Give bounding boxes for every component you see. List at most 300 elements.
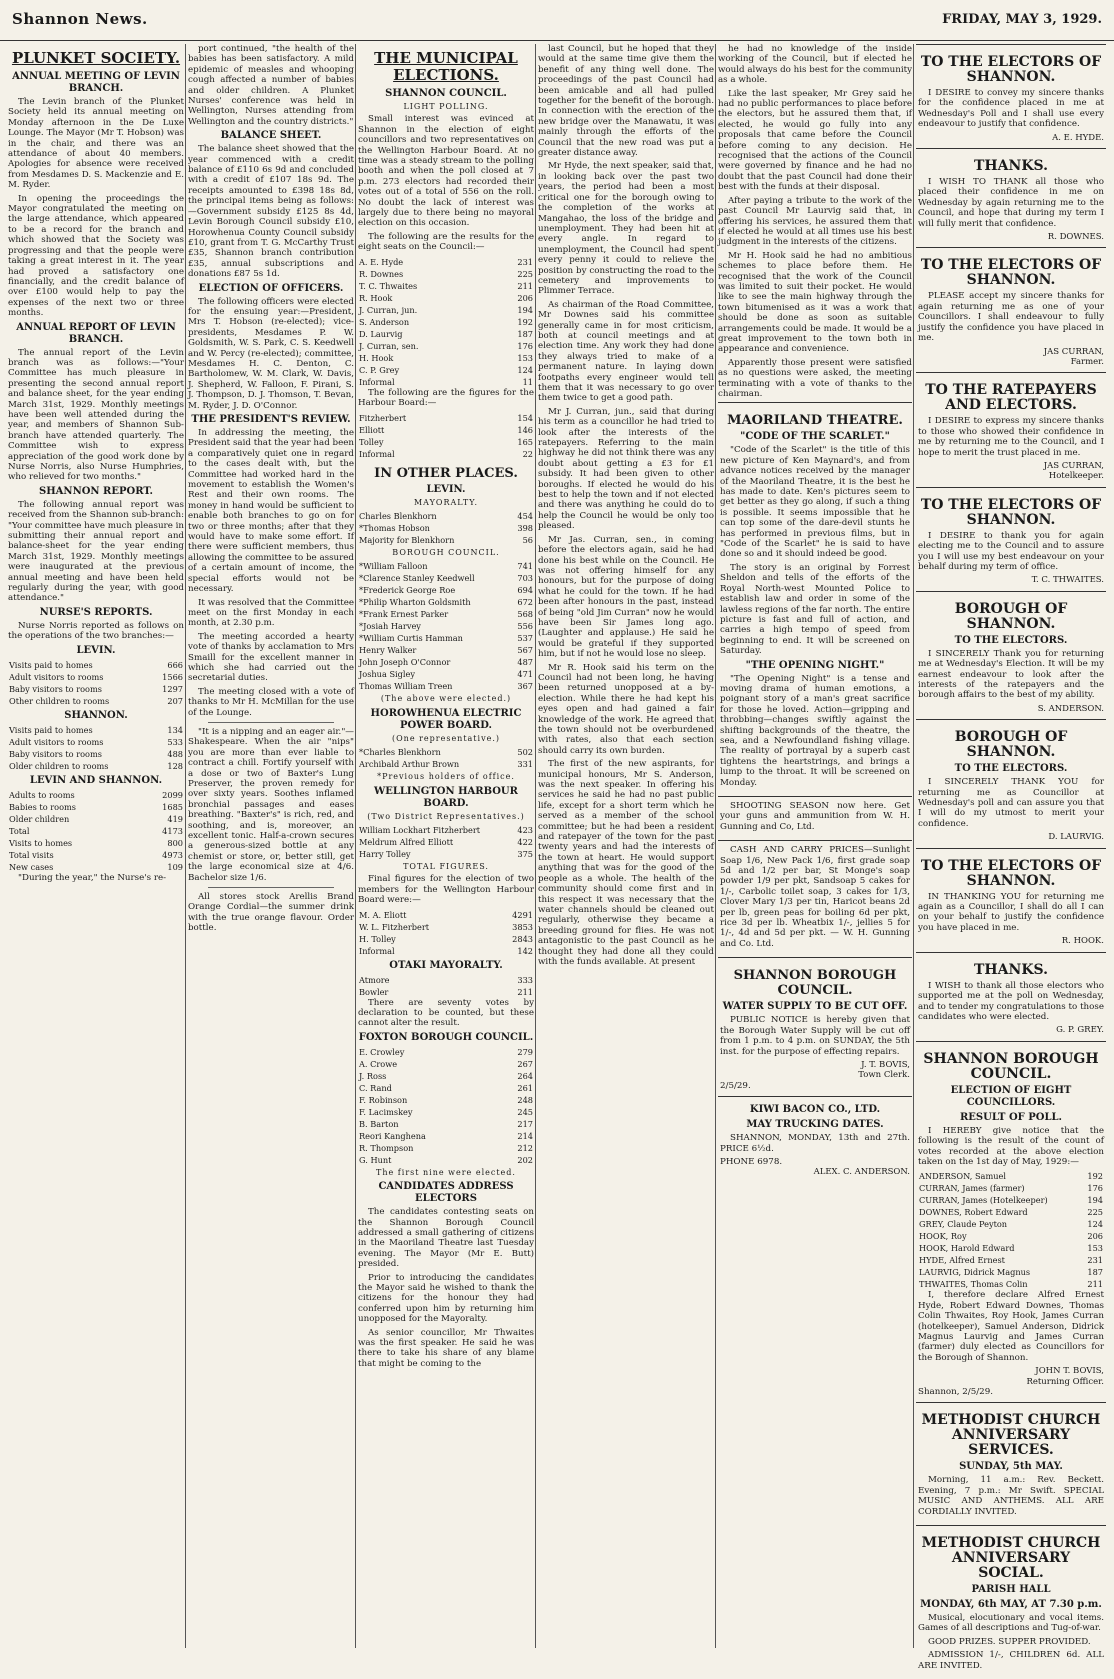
paragraph: "During the year," the Nurse's re-	[18, 872, 167, 883]
results-table	[358, 974, 534, 998]
cell-label: H. Tolley	[359, 933, 396, 944]
cell-label: Adult visitors to rooms	[9, 736, 104, 747]
article-subtitle: ANNUAL MEETING OF LEVIN BRANCH.	[12, 71, 180, 94]
notice-title: BOROUGH OF SHANNON.	[954, 600, 1068, 632]
cell-value: 211	[517, 986, 533, 997]
table-row	[358, 340, 534, 352]
cell-value: 165	[517, 436, 533, 447]
results-table	[358, 746, 534, 770]
paragraph: I SINCERELY THANK YOU for returning me as Councillor at Wednesday's poll and can assure you that I will do my utmost to merit your confidence.	[918, 777, 1104, 829]
cell-value: 422	[517, 836, 533, 847]
cell-value: 153	[517, 352, 533, 363]
table-row	[8, 813, 184, 825]
table-row	[358, 986, 534, 998]
paragraph: PLEASE accept my sincere thanks for again returning me as one of your Councillors. I shall endeavour to fully justify the confidence you have placed in me.	[918, 291, 1104, 344]
note: (One representative.)	[391, 733, 500, 743]
table-row	[8, 789, 184, 801]
cell-value: 419	[167, 813, 183, 824]
issue-date: FRIDAY, MAY 3, 1929.	[942, 12, 1102, 27]
paragraph: The first of the new aspirants, for municipal honours, Mr S. Anderson, was the next speaker. In offering his services he said he had no past public life, except for a short term which he served as a member of the school committee; but he had been a resident and ratepayer of the town for the past twenty years and had the interests of the town at heart. He would support anything that was for the good of the people as a whole. The health of the community should come first and in this respect it was necessary that the water channels should be cleaned out regularly, otherwise they became a breeding ground for flies. He was not antagonistic to the past Council as he thought they had done all they could with the funds available. At present	[538, 759, 714, 967]
section-heading: ANNUAL REPORT OF LEVIN BRANCH.	[16, 321, 176, 345]
cell-value: 488	[167, 748, 183, 759]
classified-ad: SHOOTING SEASON now here. Get your guns and ammunition from W. H. Gunning and Co, Ltd.	[720, 801, 910, 832]
table-row	[358, 1046, 534, 1058]
table-row	[8, 837, 184, 849]
cell-value: 194	[517, 304, 533, 315]
section-heading: FOXTON BOROUGH COUNCIL.	[358, 1031, 534, 1043]
cell-value: 2099	[162, 789, 183, 800]
paragraph: The following are the results for the eight seats on the Council:—	[358, 231, 534, 253]
table-row	[8, 760, 184, 772]
paragraph: The following officers were elected for the ensuing year:—President, Mrs T. Hobson (re-elected); vice-presidents, Mesdames P. W. Goldsmith, W. S. Park, C. S. Keedwell and W. Percy (re-elected); committee, Mesdames H. C. Denton, C. Bartholomew, W. M. Clark, W. Davis, J. Shepherd, W. Falloon, F. Pirani, S. J. Thompson, D. J. Thomson, T. Bevan, M. Ryder, J. D. O'Connor.	[188, 296, 354, 411]
cell-value: 225	[517, 268, 533, 279]
cell-label: Adult visitors to rooms	[9, 671, 104, 682]
cell-value: 2843	[512, 933, 533, 944]
cell-value: 694	[517, 585, 533, 596]
section-heading: LEVIN.	[426, 483, 466, 495]
table-row	[358, 256, 534, 268]
paragraph: ADMISSION 1/-, CHILDREN 6d. ALL ARE INVITED.	[918, 1650, 1104, 1671]
cell-value: 225	[1087, 1207, 1103, 1218]
paragraph: The candidates contesting seats on the Shannon Borough Council addressed a small gathering of citizens in the Maoriland Theatre last Tuesday evening. The Mayor (Mr E. Butt) presided.	[358, 1207, 534, 1270]
table-row	[358, 1142, 534, 1154]
table-row	[358, 1154, 534, 1166]
paragraph: Morning, 11 a.m.: Rev. Beckett. Evening, 7 p.m.: Mr Swift. SPECIAL MUSIC AND ANTHEMS. ALL ARE CORDIALLY INVITED.	[918, 1475, 1104, 1517]
column-4	[538, 44, 714, 1648]
table-row	[918, 1194, 1104, 1206]
notice-title: METHODIST CHURCH ANNIVERSARY SOCIAL.	[921, 1535, 1101, 1582]
cell-label: Visits to homes	[9, 837, 73, 848]
cell-value: 533	[167, 736, 183, 747]
section-title: IN OTHER PLACES.	[374, 465, 518, 481]
table-row	[358, 376, 534, 388]
table-row	[358, 424, 534, 436]
cell-value: 502	[517, 747, 533, 758]
paragraph: I WISH TO THANK all those who placed their confidence in me on Wednesday by again returning me to the Council, and hope that during my term I will fully merit that confidence.	[918, 177, 1104, 229]
table-row	[358, 412, 534, 424]
cell-value: 217	[517, 1118, 533, 1129]
signature: JAS CURRAN,	[1043, 346, 1104, 357]
cell-value: 248	[517, 1094, 533, 1105]
section-heading: ELECTION OF OFFICERS.	[198, 282, 344, 294]
table-row	[358, 364, 534, 376]
table-row	[358, 746, 534, 758]
cell-value: 4973	[162, 849, 183, 860]
cell-label: T. C. Thwaites	[359, 280, 418, 291]
cell-label: A. E. Hyde	[359, 256, 404, 267]
cell-label: *Charles Blenkhorn	[359, 747, 441, 758]
paragraph: Prior to introducing the candidates the Mayor said he wished to thank the citizens for the honour they had conferred upon him by returning him unopposed for the Mayoralty.	[358, 1272, 534, 1325]
table-row	[918, 1254, 1104, 1266]
cell-label: LAURVIG, Didrick Magnus	[919, 1267, 1031, 1278]
advertisement: "It is a nipping and an eager air."—Shakespeare. When the air "nips" you are more than ever liable to contract a chill. Fortify yourself with a dose or two of Baxter's Lung Preserver, the proven remedy for over sixty years. Soothes inflamed bronchial passages and eases breathing. "Baxter's" is rich, red, and soothing, and is, moreover, an excellent tonic. Half-a-crown secures a generous-sized bottle at any chemist or store, or, better still, get the large economical size at 4/6. Bachelor size 1/6.	[188, 726, 354, 883]
paragraph: I DESIRE to thank you for again electing me to the Council and to assure you I will use my best endeavour on your behalf during my term of office.	[918, 530, 1104, 572]
section-heading: NURSE'S REPORTS.	[39, 606, 153, 618]
paragraph: I, therefore declare Alfred Ernest Hyde, Robert Edward Downes, Thomas Colin Thwaites, Roy Hook, James Curran (hotelkeeper), Samuel Anderson, Didrick Magnus Laurvig and James Curran (farmer) duly elected as Councillors for the Borough of Shannon.	[918, 1290, 1104, 1363]
stats-table	[8, 724, 184, 772]
table-row	[358, 304, 534, 316]
table-row	[918, 1170, 1104, 1182]
cell-label: R. Downes	[359, 268, 404, 279]
cell-label: F. Robinson	[359, 1094, 408, 1105]
majority-row: Majority for Blenkhorn 56	[359, 534, 533, 545]
section-heading: WELLINGTON HARBOUR BOARD.	[374, 785, 518, 809]
cell-label: R. Hook	[359, 292, 393, 303]
notice-title: SHANNON BOROUGH COUNCIL.	[733, 968, 897, 999]
cell-label: Harry Tolley	[359, 848, 411, 859]
cell-label: A. Crowe	[359, 1058, 398, 1069]
notice-title: SHANNON BOROUGH COUNCIL.	[923, 1050, 1099, 1082]
notice-subtitle: MONDAY, 6th MAY, AT 7.30 p.m.	[920, 1599, 1102, 1611]
results-table	[358, 256, 534, 388]
notice-subtitle: PARISH HALL	[971, 1584, 1051, 1596]
notice-title: TO THE RATEPAYERS AND ELECTORS.	[925, 382, 1097, 414]
cell-label: J. Curran, jun.	[359, 304, 418, 315]
results-table	[358, 560, 534, 692]
cell-label: HYDE, Alfred Ernest	[919, 1255, 1005, 1266]
note: (Two District Representatives.)	[367, 811, 525, 821]
column-1	[8, 44, 184, 1648]
table-heading: SHANNON.	[64, 709, 128, 721]
table-row	[358, 1070, 534, 1082]
signature: A. E. HYDE.	[1052, 132, 1104, 143]
cell-label: Charles Blenkhorn	[359, 510, 437, 521]
cell-label: Reori Kanghena	[359, 1130, 426, 1141]
note: (The above were elected.)	[380, 694, 512, 704]
table-row	[358, 1118, 534, 1130]
notice-subtitle: RESULT OF POLL.	[959, 1111, 1063, 1123]
cell-label: Total	[9, 825, 30, 836]
signature: R. DOWNES.	[1047, 232, 1104, 243]
cell-value: 231	[1087, 1255, 1103, 1266]
cell-label: E. Crowley	[359, 1046, 405, 1057]
paragraph: The story is an original by Forrest Sheldon and tells of the efforts of the Royal North-west Mounted Police to establish law and order in some of the lawless regions of the far north. The entire picture is fast and full of action, and carries a high tempo of speed from beginning to end. It will be screened on Saturday.	[720, 562, 910, 657]
cell-value: 556	[517, 621, 533, 632]
table-row	[358, 572, 534, 584]
cell-label: Atmore	[359, 974, 390, 985]
signature: G. P. GREY.	[1056, 1025, 1104, 1036]
table-row	[8, 659, 184, 671]
cell-label: W. L. Fitzherbert	[359, 921, 430, 932]
table-row	[8, 825, 184, 837]
section-subheading: TOTAL FIGURES.	[403, 861, 489, 871]
paragraph: Small interest was evinced at Shannon in the election of eight councillors and two representatives on the Wellington Harbour Board. At no time was a steady stream to the polling booth and when the poll closed at 7 p.m. 273 electors had recorded their votes out of a total of 556 on the roll. No doubt the lack of interest was largely due to there being no mayoral election on this occasion.	[358, 114, 534, 229]
cell-label: Older children to rooms	[9, 760, 109, 771]
paragraph: It was resolved that the Committee meet on the first Monday in each month, at 2.30 p.m.	[188, 597, 354, 629]
paragraph: Musical, elocutionary and vocal items. Games of all descriptions and Tug-of-war.	[918, 1613, 1104, 1634]
cell-value: 207	[167, 695, 183, 706]
paragraph: Apparently those present were satisfied as no questions were asked, the meeting terminating with a vote of thanks to the chairman.	[718, 357, 912, 399]
table-row	[918, 1242, 1104, 1254]
cell-value: 666	[167, 659, 183, 670]
table-row	[918, 1182, 1104, 1194]
paragraph: Mr R. Hook said his term on the Council had not been long, he having been returned unopposed at a by-election. While there he had kept his eyes open and had gained a fair knowledge of the work. He agreed that the town should not be overburdened with rates, also that each section should carry its own burden.	[538, 662, 714, 756]
table-row	[8, 683, 184, 695]
paragraph: GOOD PRIZES. SUPPER PROVIDED.	[928, 1636, 1091, 1647]
cell-value: 176	[517, 340, 533, 351]
cell-value: 211	[517, 280, 533, 291]
note: *Previous holders of office.	[377, 772, 515, 782]
cell-value: 1566	[162, 671, 183, 682]
table-row	[358, 608, 534, 620]
paragraph: IN THANKING YOU for returning me again as a Councillor, I shall do all I can on your behalf to justify the confidence you have placed in me.	[918, 891, 1104, 933]
paragraph: Mr Jas. Curran, sen., in coming before the electors again, said he had done his best while on the Council. He was not offering himself for any honours, but for the purpose of doing what he could for the town. If he had been after honours in the past, instead of being "old Jim Curran" now he would have been Sir James long ago. (Laughter and applause.) He said he would be grateful if they supported him, but if not he would lose no sleep.	[538, 534, 714, 660]
cell-label: Joshua Sigley	[359, 669, 416, 680]
paragraph: Nurse Norris reported as follows on the operations of the two branches:—	[8, 620, 184, 642]
cell-value: 4291	[512, 909, 533, 920]
paragraph: After paying a tribute to the work of the past Council Mr Laurvig said that, in offering his services, he assured them that if elected he would at all times use his best judgment in the interests of the citizens.	[718, 195, 912, 248]
cell-value: 176	[1087, 1183, 1103, 1194]
cell-label: *William Curtis Hamman	[359, 633, 463, 644]
paragraph: I WISH to thank all those electors who supported me at the poll on Wednesday, and to tender my congratulations to those candidates who were elected.	[918, 980, 1104, 1022]
table-row	[918, 1230, 1104, 1242]
table-row	[8, 748, 184, 760]
cell-value: 206	[1087, 1231, 1103, 1242]
cell-value: 153	[1087, 1243, 1103, 1254]
table-row	[8, 801, 184, 813]
cell-label: Tolley	[359, 436, 384, 447]
table-row	[358, 644, 534, 656]
paragraph: "The Opening Night" is a tense and moving drama of human emotions, a poignant story of a man's great sacrifice for those he loved. Action—gripping and throbbing—changes swiftly against the shifting backgrounds of the theatre, the sea, and a Newfoundland fishing village. The reality of portrayal by a superb cast tightens the heartstrings, and brings a lump to the throat. It will be screened on Monday.	[720, 673, 910, 788]
cell-label: G. Hunt	[359, 1154, 392, 1165]
notice-title: TO THE ELECTORS OF SHANNON.	[920, 496, 1102, 528]
cell-label: Baby visitors to rooms	[9, 748, 102, 759]
cell-value: 22	[522, 448, 533, 459]
table-row	[358, 352, 534, 364]
table-row	[358, 848, 534, 860]
signature-title: Farmer.	[1070, 356, 1104, 367]
cell-value: 128	[167, 760, 183, 771]
notice-date: 2/5/29.	[720, 1080, 751, 1091]
paragraph: In addressing the meeting, the President said that the year had been a comparatively quiet one in regard to the cases dealt with, but the Committee had worked hard in the movement to establish the Women's Rest and their own rooms. The money in hand would be sufficient to enable both branches to go on for two or three months; after that they would have to make some effort. If there were sufficient members, thus allowing the committee to be assured of a certain amount of income, the special efforts would not be necessary.	[188, 428, 354, 595]
cell-value: 261	[517, 1082, 533, 1093]
signature: JOHN T. BOVIS,	[1035, 1366, 1104, 1377]
notice-title: TO THE ELECTORS OF SHANNON.	[920, 857, 1102, 889]
cell-label: J. Ross	[359, 1070, 387, 1081]
table-row	[358, 436, 534, 448]
table-row	[358, 584, 534, 596]
table-row	[358, 824, 534, 836]
table-row	[358, 1082, 534, 1094]
paragraph: The balance sheet showed that the year commenced with a credit balance of £110 6s 9d and concluded with a credit of £107 18s 9d. The receipts amounted to £398 18s 8d, the principal items being as follows:—Government subsidy £125 8s 4d, Levin Borough Council subsidy £10, Horowhenua County Council subsidy £10, grant from T. G. McCarthy Trust £35, Shannon branch contribution £35, annual subscriptions and donations £87 5s 1d.	[188, 144, 354, 280]
results-table	[358, 1046, 534, 1166]
cell-value: 367	[517, 681, 533, 692]
notice-subtitle: WATER SUPPLY TO BE CUT OFF.	[722, 1001, 908, 1013]
table-row	[358, 268, 534, 280]
notice-title: TO THE ELECTORS OF SHANNON.	[920, 54, 1102, 85]
section-heading: "THE OPENING NIGHT."	[745, 659, 885, 671]
table-row	[358, 1094, 534, 1106]
table-row	[918, 1266, 1104, 1278]
cell-label: HOOK, Roy	[919, 1231, 967, 1242]
table-row	[358, 1130, 534, 1142]
classified-ad: CASH AND CARRY PRICES—Sunlight Soap 1/6, New Pack 1/6, first grade soap 5d and 1/2 per bar, St Monge's soap powder 1/9 per pkt, Sandsoap 5 cakes for 1/-, Carbolic toilet soap, 3 cakes for 1/3, Clover Mary 1/3 per tin, Haricot beans 2d per lb, green peas for boiling 6d per pkt, rice 3d per lb. Wheatbix 1/-, jellies 5 for 1/-, 4d and 5d per pkt. — W. H. Gunning and Co. Ltd.	[720, 845, 910, 949]
table-row	[8, 849, 184, 861]
cell-value: 331	[517, 759, 533, 770]
cell-label: Fitzherbert	[359, 412, 407, 423]
cell-label: Adults to rooms	[9, 789, 75, 800]
cell-label: Bowler	[359, 986, 389, 997]
cell-value: 471	[517, 669, 533, 680]
results-table	[358, 824, 534, 860]
cell-value: 703	[517, 573, 533, 584]
column-6	[916, 44, 1106, 1671]
table-row	[8, 695, 184, 707]
note: The first nine were elected.	[376, 1167, 516, 1177]
paragraph: The following are the figures for the Harbour Board:—	[358, 387, 534, 409]
cell-label: Baby visitors to rooms	[9, 683, 102, 694]
cell-label: Thomas William Treen	[359, 681, 453, 692]
cell-label: HOOK, Harold Edward	[919, 1243, 1015, 1254]
advertisement: All stores stock Arellis Brand Orange Cordial—the summer drink with the true orange flavour. Order bottle.	[188, 892, 354, 934]
cell-value: 1297	[162, 683, 183, 694]
cell-value: 398	[517, 522, 533, 533]
cell-label: Visits paid to homes	[9, 724, 93, 735]
cell-label: *William Falloon	[359, 561, 428, 572]
cell-value: 537	[517, 633, 533, 644]
section-heading: SHANNON COUNCIL.	[385, 88, 507, 99]
section-subheading: LIGHT POLLING.	[403, 102, 489, 111]
table-row	[358, 522, 534, 534]
cell-label: GREY, Claude Peyton	[919, 1219, 1008, 1230]
results-table	[358, 909, 534, 957]
signature: ALEX. C. ANDERSON.	[813, 1167, 910, 1178]
cell-label: Older children	[9, 813, 70, 824]
table-row	[358, 596, 534, 608]
cell-label: ANDERSON, Samuel	[919, 1171, 1006, 1182]
cell-value: 567	[517, 645, 533, 656]
column-5	[718, 44, 912, 1648]
paragraph: The meeting accorded a hearty vote of thanks by acclamation to Mrs Smaill for the excellent manner in which she had carried out the secretarial duties.	[188, 631, 354, 684]
table-heading: LEVIN AND SHANNON.	[29, 774, 163, 786]
cell-label: S. Anderson	[359, 316, 410, 327]
cell-value: 568	[517, 609, 533, 620]
table-row	[358, 632, 534, 644]
cell-value: 146	[517, 424, 533, 435]
cell-label: C. Rand	[359, 1082, 392, 1093]
cell-value: 194	[1087, 1195, 1103, 1206]
table-row	[358, 316, 534, 328]
signature-title: Returning Officer.	[1026, 1376, 1104, 1387]
table-row	[358, 280, 534, 292]
paragraph: The following annual report was received from the Shannon sub-branch: "Your committee have much pleasure in submitting their annual report and balance-sheet for the year ending March 31st, 1929. Monthly meetings were inaugurated at the previous annual meeting and have been held regularly during the year, with good attendance."	[8, 499, 184, 604]
cell-label: Elliott	[359, 424, 385, 435]
paragraph: As senior councillor, Mr Thwaites was the first speaker. He said he was there to take his share of any blame that might be coming to the	[358, 1327, 534, 1369]
notice-title: THANKS.	[974, 158, 1048, 175]
section-subheading: BOROUGH COUNCIL.	[392, 547, 500, 557]
notice-title: THANKS.	[974, 961, 1048, 978]
cell-label: Informal	[359, 376, 395, 387]
cell-value: 672	[517, 597, 533, 608]
table-row	[358, 758, 534, 770]
cell-label: Visits paid to homes	[9, 659, 93, 670]
cell-label: R. Thompson	[359, 1142, 414, 1153]
cell-label: Meldrum Alfred Elliott	[359, 836, 454, 847]
cell-label: F. Lacimskey	[359, 1106, 413, 1117]
signature: J. T. BOVIS,	[861, 1059, 910, 1070]
cell-label: Informal	[359, 945, 395, 956]
paragraph: In opening the proceedings the Mayor congratulated the meeting on the large attendance, which appeared to be a record for the branch and which showed that the Society was progressing and that the people were taking a great interest in it. The year had proved a satisfactory one financially, and the credit balance of over £100 would help to pay the expenses of the next two or three months.	[8, 193, 184, 319]
cell-value: 800	[167, 837, 183, 848]
notice-date: Shannon, 2/5/29.	[918, 1387, 993, 1397]
cell-label: J. Curran, sen.	[359, 340, 419, 351]
table-heading: LEVIN.	[76, 644, 116, 656]
notice-subtitle: MAY TRUCKING DATES.	[746, 1119, 884, 1131]
signature: JAS CURRAN,	[1043, 460, 1104, 471]
cell-label: Other children to rooms	[9, 695, 110, 706]
cell-value: 124	[1087, 1219, 1103, 1230]
table-row	[358, 560, 534, 572]
cell-value: 1685	[162, 801, 183, 812]
table-row	[358, 909, 534, 921]
cell-value: 214	[517, 1130, 533, 1141]
table-row	[358, 668, 534, 680]
table-row	[358, 921, 534, 933]
article-title: THE MUNICIPAL ELECTIONS.	[374, 49, 518, 84]
section-heading: OTAKI MAYORALTY.	[389, 959, 503, 971]
notice-subtitle: TO THE ELECTORS.	[954, 634, 1068, 646]
cell-label: *Frederick George Roe	[359, 585, 456, 596]
notice-subtitle: SUNDAY, 5th MAY.	[959, 1461, 1063, 1473]
section-heading: SHANNON REPORT.	[39, 485, 153, 497]
cell-label: Informal	[359, 448, 395, 459]
cell-value: 3853	[512, 921, 533, 932]
cell-value: 202	[517, 1154, 533, 1165]
cell-label: Henry Walker	[359, 645, 417, 656]
table-row	[918, 1218, 1104, 1230]
table-row	[8, 724, 184, 736]
section-heading: "CODE OF THE SCARLET."	[740, 431, 890, 443]
cell-label: DOWNES, Robert Edward	[919, 1207, 1028, 1218]
article-title: PLUNKET SOCIETY.	[11, 49, 181, 67]
cell-label: *Clarence Stanley Keedwell	[359, 573, 475, 584]
cell-value: 206	[517, 292, 533, 303]
paragraph: Like the last speaker, Mr Grey said he had no public performances to place before the electors, but he assured them that, if elected, he would go fully into any proposals that came before the Council before coming to any decision. He recognised that the actions of the Council were governed by finance and he had no doubt that the past Council had done their best with the funds at their disposal.	[718, 88, 912, 193]
signature: R. HOOK.	[1061, 936, 1104, 947]
signature: T. C. THWAITES.	[1031, 575, 1104, 586]
signature: S. ANDERSON.	[1037, 703, 1104, 714]
cell-value: 741	[517, 561, 533, 572]
paragraph: SHANNON, MONDAY, 13th and 27th. PRICE 6½d.	[720, 1133, 910, 1154]
cell-label: C. P. Grey	[359, 364, 400, 375]
paper-name: Shannon News.	[12, 10, 148, 28]
stats-table	[8, 659, 184, 707]
stats-table	[8, 789, 184, 873]
table-row	[8, 671, 184, 683]
notice-title: BOROUGH OF SHANNON.	[954, 729, 1068, 761]
paragraph: I HEREBY give notice that the following is the result of the count of votes recorded at the above election taken on the 1st day of May, 1929:—	[918, 1125, 1104, 1167]
cell-label: CURRAN, James (Hotelkeeper)	[919, 1195, 1048, 1206]
notice-title: KIWI BACON CO., LTD.	[749, 1104, 881, 1116]
section-heading: CANDIDATES ADDRESS ELECTORS	[378, 1181, 514, 1205]
table-row	[358, 836, 534, 848]
cell-value: 192	[517, 316, 533, 327]
signature-title: Town Clerk.	[858, 1070, 910, 1081]
cell-value: 264	[517, 1070, 533, 1081]
cell-value: 423	[517, 824, 533, 835]
table-row	[358, 945, 534, 957]
table-row	[358, 510, 534, 522]
section-heading: THE PRESIDENT'S REVIEW.	[191, 414, 351, 425]
table-row	[918, 1278, 1104, 1290]
results-table	[358, 510, 534, 534]
phone: PHONE 6978.	[720, 1156, 783, 1167]
table-row	[358, 328, 534, 340]
paragraph: There are seventy votes by declaration to be counted, but these cannot alter the result.	[358, 997, 534, 1029]
cell-value: 187	[517, 328, 533, 339]
masthead	[0, 0, 1114, 41]
cell-value: 231	[517, 256, 533, 267]
